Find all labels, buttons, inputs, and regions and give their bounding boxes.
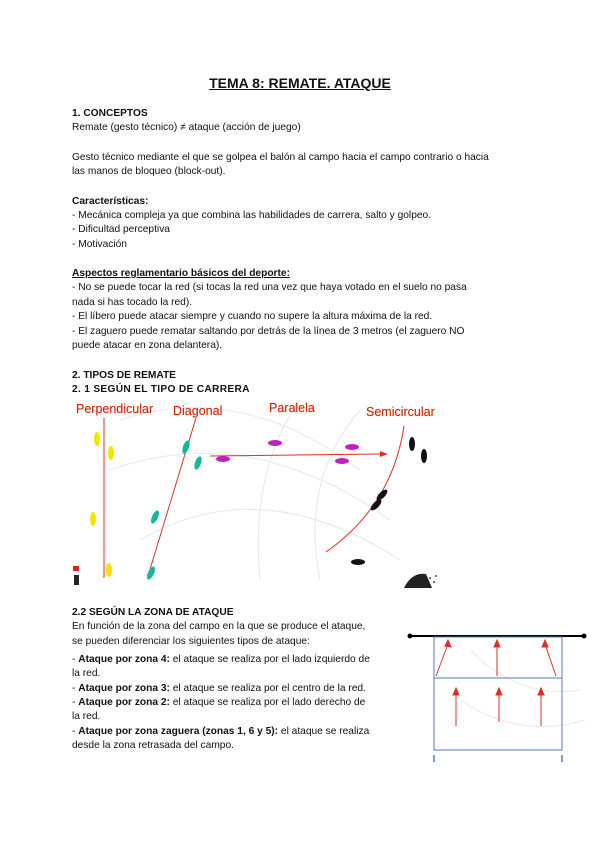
zone-label: Ataque por zona 2:: [78, 697, 170, 708]
zone-label: Ataque por zona 3:: [78, 683, 170, 694]
concept-line: Remate (gesto técnico) ≠ ataque (acción de juego): [72, 122, 301, 133]
characteristic-item: - Mecánica compleja ya que combina las habilidades de carrera, salto y golpeo.: [72, 210, 432, 221]
zone-intro-line: se pueden diferenciar los siguientes tipos de ataque:: [72, 636, 310, 647]
label-paralela: Paralela: [269, 401, 315, 415]
net-post-left: [408, 634, 413, 639]
zone-item: - Ataque por zona 3: el ataque se realiza por el centro de la red.: [72, 683, 366, 694]
definition-line-2: las manos de bloqueo (block-out).: [72, 166, 226, 177]
zone-item: - Ataque por zona 4: el ataque se realiza por el lado izquierdo de: [72, 654, 370, 665]
characteristics-heading: Características:: [72, 196, 149, 207]
zone-text: el ataque se realiza: [278, 726, 370, 737]
definition-line-1: Gesto técnico mediante el que se golpea el balón al campo hacia el campo contrario o hacia: [72, 152, 489, 163]
subsection-attack-zone: 2.2 SEGÚN LA ZONA DE ATAQUE: [72, 607, 234, 618]
rules-heading: Aspectos reglamentario básicos del deporte:: [72, 268, 290, 279]
magenta-footprints: [216, 440, 359, 464]
rule-line: puede atacar en zona delantera).: [72, 340, 223, 351]
rule-line: - El líbero puede atacar siempre y cuando no supere la altura máxima de la red.: [72, 311, 433, 322]
zone-text: el ataque se realiza por el lado derecho de: [169, 697, 366, 708]
semicircular-path: [326, 426, 404, 552]
characteristic-item: - Motivación: [72, 239, 127, 250]
teal-footprints: [145, 439, 203, 580]
zone-intro-line: En función de la zona del campo en la que se produce el ataque,: [72, 621, 366, 632]
player-marker-icon: [73, 566, 79, 585]
zone-label: Ataque por zona zaguera (zonas 1, 6 y 5):: [78, 726, 279, 737]
section-1-heading: 1. CONCEPTOS: [72, 108, 148, 119]
zone-item-cont: la red.: [72, 711, 101, 722]
front-zone-arrows: [436, 640, 556, 676]
court-outline: [434, 637, 562, 750]
ball-icon: [404, 574, 437, 588]
section-2-heading: 2. TIPOS DE REMATE: [72, 370, 176, 381]
net-post-right: [582, 634, 587, 639]
label-semicircular: Semicircular: [366, 405, 435, 419]
back-zone-arrows: [453, 688, 544, 726]
zone-text: el ataque se realiza por el centro de la red.: [169, 683, 366, 694]
zone-item-cont: la red.: [72, 668, 101, 679]
ball-watermark: [110, 400, 400, 580]
page-title: TEMA 8: REMATE. ATAQUE: [209, 75, 391, 91]
characteristic-item: - Dificultad perceptiva: [72, 224, 170, 235]
parallel-path: [210, 454, 380, 456]
parallel-arrowhead: [380, 451, 388, 457]
label-diagonal: Diagonal: [173, 404, 223, 418]
yellow-footprints: [90, 432, 114, 577]
black-footprints: [351, 437, 427, 565]
diagonal-path: [148, 418, 196, 576]
court-watermark: [460, 650, 585, 727]
zone-label: Ataque por zona 4:: [78, 654, 170, 665]
zone-item: - Ataque por zona 2: el ataque se realiza por el lado derecho de: [72, 697, 366, 708]
rule-line: - El zaguero puede rematar saltando por detrás de la línea de 3 metros (el zaguero NO: [72, 326, 465, 337]
label-perpendicular: Perpendicular: [76, 402, 154, 416]
rule-line: nada si has tocado la red).: [72, 297, 193, 308]
subsection-run-type: 2. 1 SEGÚN EL TIPO DE CARRERA: [72, 384, 250, 395]
rule-line: - No se puede tocar la red (si tocas la red una vez que haya votado en el suelo no pasa: [72, 282, 467, 293]
zone-text: el ataque se realiza por el lado izquierdo de: [169, 654, 370, 665]
zone-item-cont: desde la zona retrasada del campo.: [72, 740, 234, 751]
zone-item: - Ataque por zona zaguera (zonas 1, 6 y 5): el ataque se realiza: [72, 726, 370, 737]
